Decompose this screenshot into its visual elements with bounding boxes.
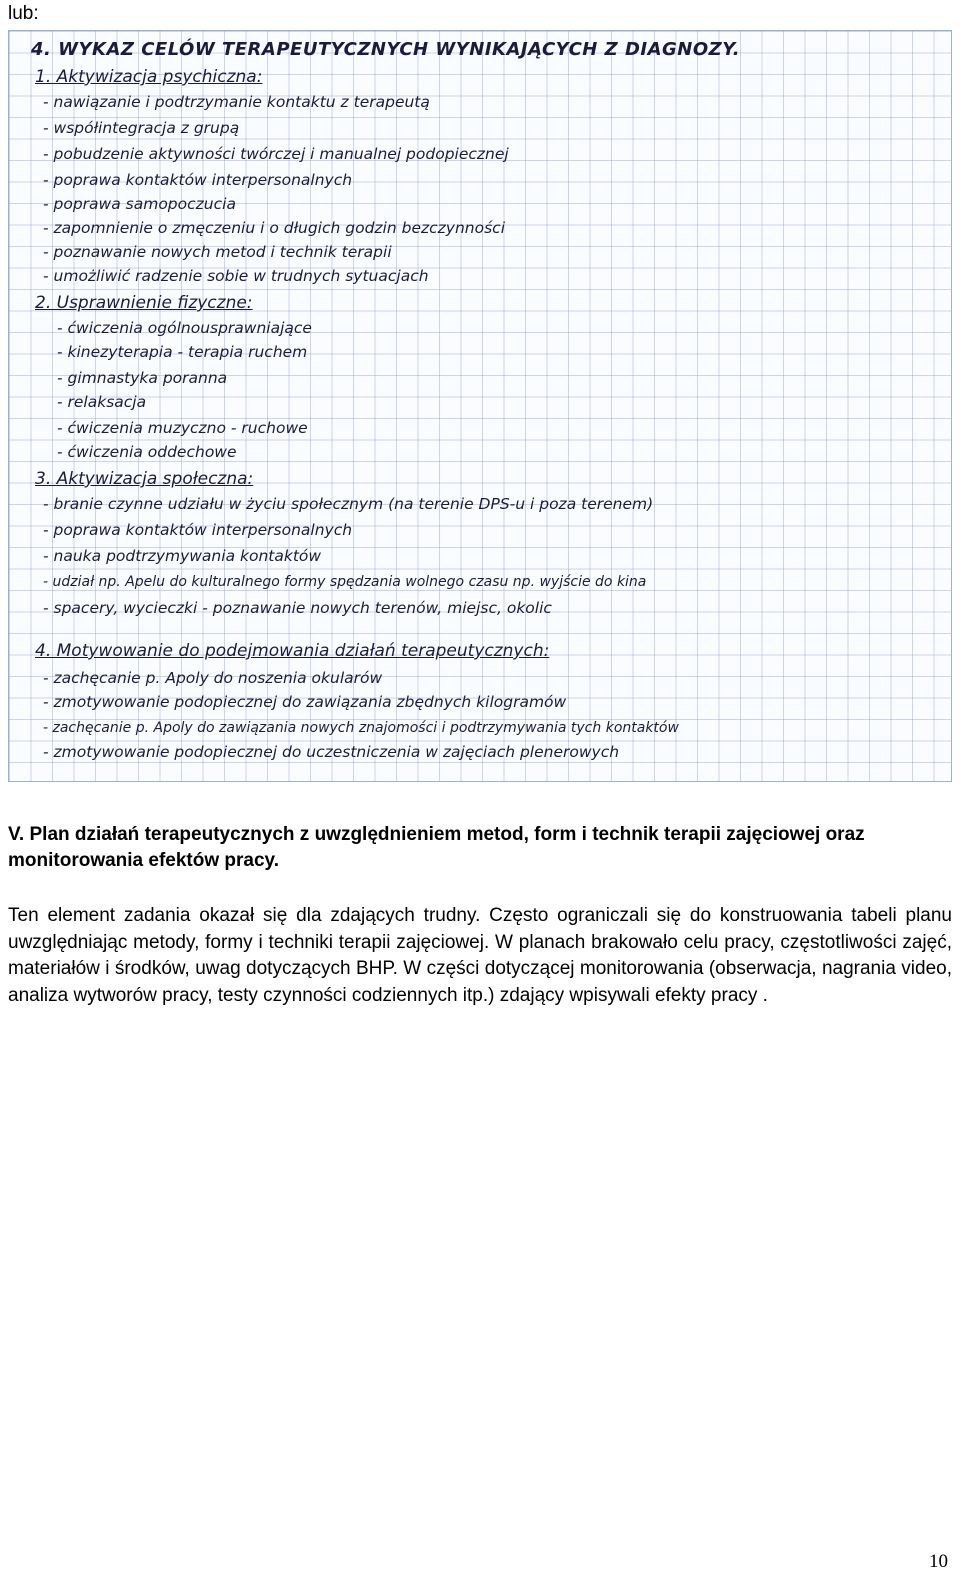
scan-line: - gimnastyka poranna	[57, 369, 228, 387]
scan-section-3: 3. Aktywizacja społeczna:	[35, 469, 254, 489]
scan-line: - poznawanie nowych metod i technik terapii	[43, 243, 392, 261]
scan-line: - poprawa kontaktów interpersonalnych	[43, 521, 353, 539]
scan-line: - poprawa kontaktów interpersonalnych	[43, 171, 353, 189]
scan-line: - udział np. Apelu do kulturalnego formy spędzania wolnego czasu np. wyjście do kina	[43, 574, 647, 590]
scan-line: - współintegracja z grupą	[43, 119, 240, 137]
scan-section-4: 4. Motywowanie do podejmowania działań terapeutycznych:	[35, 641, 550, 661]
section-v-paragraph: Ten element zadania okazał się dla zdających trudny. Często ograniczali się do konstruowania tabeli planu uwzględniając metody, formy i techniki terapii zajęciowej. W planach brakowało celu pracy, częstotliwości zajęć, materiałów i środków, uwag dotyczących BHP. W części dotyczącej monitorowania (obserwacja, nagrania video, analiza wytworów pracy, testy czynności codziennych itp.) zdający wpisywali efekty pracy .	[8, 905, 952, 1006]
scan-line: - zachęcanie p. Apoly do zawiązania nowych znajomości i podtrzymywania tych kontaktów	[43, 720, 679, 736]
handwritten-notes-scan	[8, 30, 952, 782]
scan-line: - ćwiczenia oddechowe	[57, 443, 237, 461]
scan-line: - poprawa samopoczucia	[43, 195, 236, 213]
page-number: 10	[929, 1551, 948, 1572]
scan-line: - ćwiczenia muzyczno - ruchowe	[57, 419, 308, 437]
scan-line: - zmotywowanie podopiecznej do uczestniczenia w zajęciach plenerowych	[43, 743, 620, 761]
scan-line: - spacery, wycieczki - poznawanie nowych terenów, miejsc, okolic	[43, 599, 552, 617]
scan-section-2: 2. Usprawnienie fizyczne:	[35, 293, 253, 313]
scan-line: - nawiązanie i podtrzymanie kontaktu z terapeutą	[43, 93, 430, 111]
scan-line: - nauka podtrzymywania kontaktów	[43, 547, 322, 565]
scan-line: - branie czynne udziału w życiu społecznym (na terenie DPS-u i poza terenem)	[43, 495, 654, 513]
scan-line: - ćwiczenia ogólnousprawniające	[57, 319, 312, 337]
scan-line: - relaksacja	[57, 393, 147, 411]
scan-line: - pobudzenie aktywności twórczej i manualnej podopiecznej	[43, 145, 509, 163]
scan-line: - zmotywowanie podopiecznej do zawiązania zbędnych kilogramów	[43, 693, 567, 711]
scan-line: - umożliwić radzenie sobie w trudnych sytuacjach	[43, 267, 429, 285]
scan-line: - zachęcanie p. Apoly do noszenia okularów	[43, 669, 383, 687]
scan-section-1: 1. Aktywizacja psychiczna:	[35, 67, 263, 87]
scan-line: - zapomnienie o zmęczeniu i o długich godzin bezczynności	[43, 219, 505, 237]
section-v-heading: V. Plan działań terapeutycznych z uwzględnieniem metod, form i technik terapii zajęciowej oraz monitorowania efektów pracy.	[8, 824, 865, 871]
intro-label: lub:	[8, 3, 39, 24]
scan-line: - kinezyterapia - terapia ruchem	[57, 343, 308, 361]
scan-heading: 4. WYKAZ CELÓW TERAPEUTYCZNYCH WYNIKAJĄCYCH Z DIAGNOZY.	[31, 39, 741, 60]
